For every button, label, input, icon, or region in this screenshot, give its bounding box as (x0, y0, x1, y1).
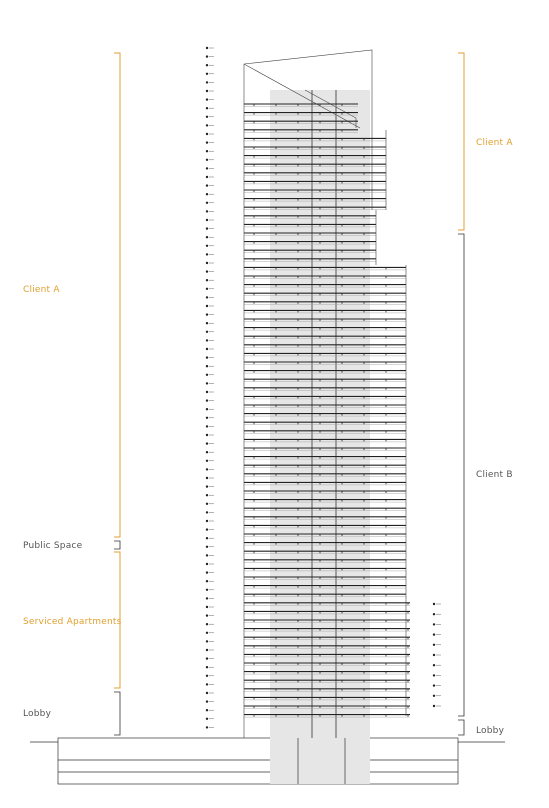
level-marker (206, 408, 214, 410)
level-marker (206, 322, 214, 324)
level-marker (206, 417, 214, 419)
zone-label-public-space: Public Space (23, 541, 83, 551)
left-zone-brackets (114, 53, 120, 688)
level-markers-right (433, 603, 441, 707)
level-marker (206, 434, 214, 436)
level-marker (206, 554, 214, 556)
level-marker (206, 141, 214, 143)
level-marker (206, 520, 214, 522)
bracket-lobby-right (458, 720, 464, 735)
level-marker (206, 159, 214, 161)
level-marker (206, 245, 214, 247)
zone-label-serviced-apartments: Serviced Apartments (23, 617, 122, 627)
level-marker (206, 348, 214, 350)
level-marker (206, 339, 214, 341)
level-marker (206, 589, 214, 591)
level-marker (206, 305, 214, 307)
level-marker (206, 270, 214, 272)
level-marker (206, 279, 214, 281)
level-marker (206, 81, 214, 83)
level-marker (206, 116, 214, 118)
zone-label-client-a-left: Client A (23, 285, 60, 295)
level-marker (206, 718, 214, 720)
level-marker (433, 654, 441, 656)
level-marker (433, 705, 441, 707)
level-marker (206, 726, 214, 728)
level-marker (206, 55, 214, 57)
podium-basement (30, 738, 505, 784)
level-marker (206, 296, 214, 298)
level-marker (206, 485, 214, 487)
level-marker (206, 546, 214, 548)
level-marker (206, 580, 214, 582)
level-marker (206, 288, 214, 290)
zone-label-lobby-left: Lobby (23, 709, 52, 719)
level-marker (206, 210, 214, 212)
level-marker (206, 107, 214, 109)
level-marker (206, 494, 214, 496)
zone-label-lobby-right: Lobby (476, 726, 505, 736)
level-marker (206, 382, 214, 384)
level-marker (206, 193, 214, 195)
level-marker (206, 692, 214, 694)
level-marker (206, 451, 214, 453)
level-marker (206, 666, 214, 668)
level-marker (206, 98, 214, 100)
level-marker (206, 47, 214, 49)
level-marker (206, 700, 214, 702)
level-marker (206, 331, 214, 333)
level-marker (433, 633, 441, 635)
level-marker (206, 683, 214, 685)
level-marker (206, 571, 214, 573)
level-marker (206, 167, 214, 169)
level-marker (206, 623, 214, 625)
level-marker (433, 674, 441, 676)
level-marker (206, 468, 214, 470)
level-marker (433, 684, 441, 686)
zone-label-client-a-right: Client A (476, 138, 513, 148)
level-marker (206, 356, 214, 358)
level-marker (206, 399, 214, 401)
level-marker (206, 537, 214, 539)
level-marker (206, 632, 214, 634)
level-marker (433, 603, 441, 605)
bracket-public-left (114, 541, 120, 549)
level-marker (206, 73, 214, 75)
level-marker (206, 614, 214, 616)
level-marker (206, 460, 214, 462)
level-marker (206, 313, 214, 315)
level-marker (206, 262, 214, 264)
bracket-client-a-left (114, 53, 120, 537)
left-zone-brackets-gray (114, 541, 120, 735)
level-marker (206, 227, 214, 229)
level-marker (206, 442, 214, 444)
level-markers-left (206, 47, 214, 729)
level-marker (206, 640, 214, 642)
level-marker (206, 176, 214, 178)
level-marker (433, 664, 441, 666)
bracket-lobby-left (114, 692, 120, 735)
level-marker (206, 563, 214, 565)
level-marker (206, 184, 214, 186)
level-marker (206, 253, 214, 255)
level-marker (206, 649, 214, 651)
level-marker (206, 606, 214, 608)
level-marker (433, 644, 441, 646)
level-marker (206, 219, 214, 221)
level-marker (206, 133, 214, 135)
level-marker (206, 90, 214, 92)
level-marker (206, 503, 214, 505)
level-marker (433, 613, 441, 615)
level-marker (433, 695, 441, 697)
bracket-client-a-right (458, 53, 464, 230)
level-marker (206, 64, 214, 66)
level-marker (206, 675, 214, 677)
level-marker (433, 623, 441, 625)
right-zone-brackets (458, 53, 464, 735)
level-marker (206, 597, 214, 599)
level-marker (206, 202, 214, 204)
level-marker (206, 709, 214, 711)
level-marker (206, 124, 214, 126)
level-marker (206, 511, 214, 513)
zone-label-client-b: Client B (476, 470, 513, 480)
level-marker (206, 236, 214, 238)
level-marker (206, 365, 214, 367)
level-marker (206, 528, 214, 530)
level-marker (206, 374, 214, 376)
level-marker (206, 425, 214, 427)
level-marker (206, 477, 214, 479)
bracket-client-b-right (458, 234, 464, 716)
level-marker (206, 391, 214, 393)
level-marker (206, 150, 214, 152)
level-marker (206, 657, 214, 659)
